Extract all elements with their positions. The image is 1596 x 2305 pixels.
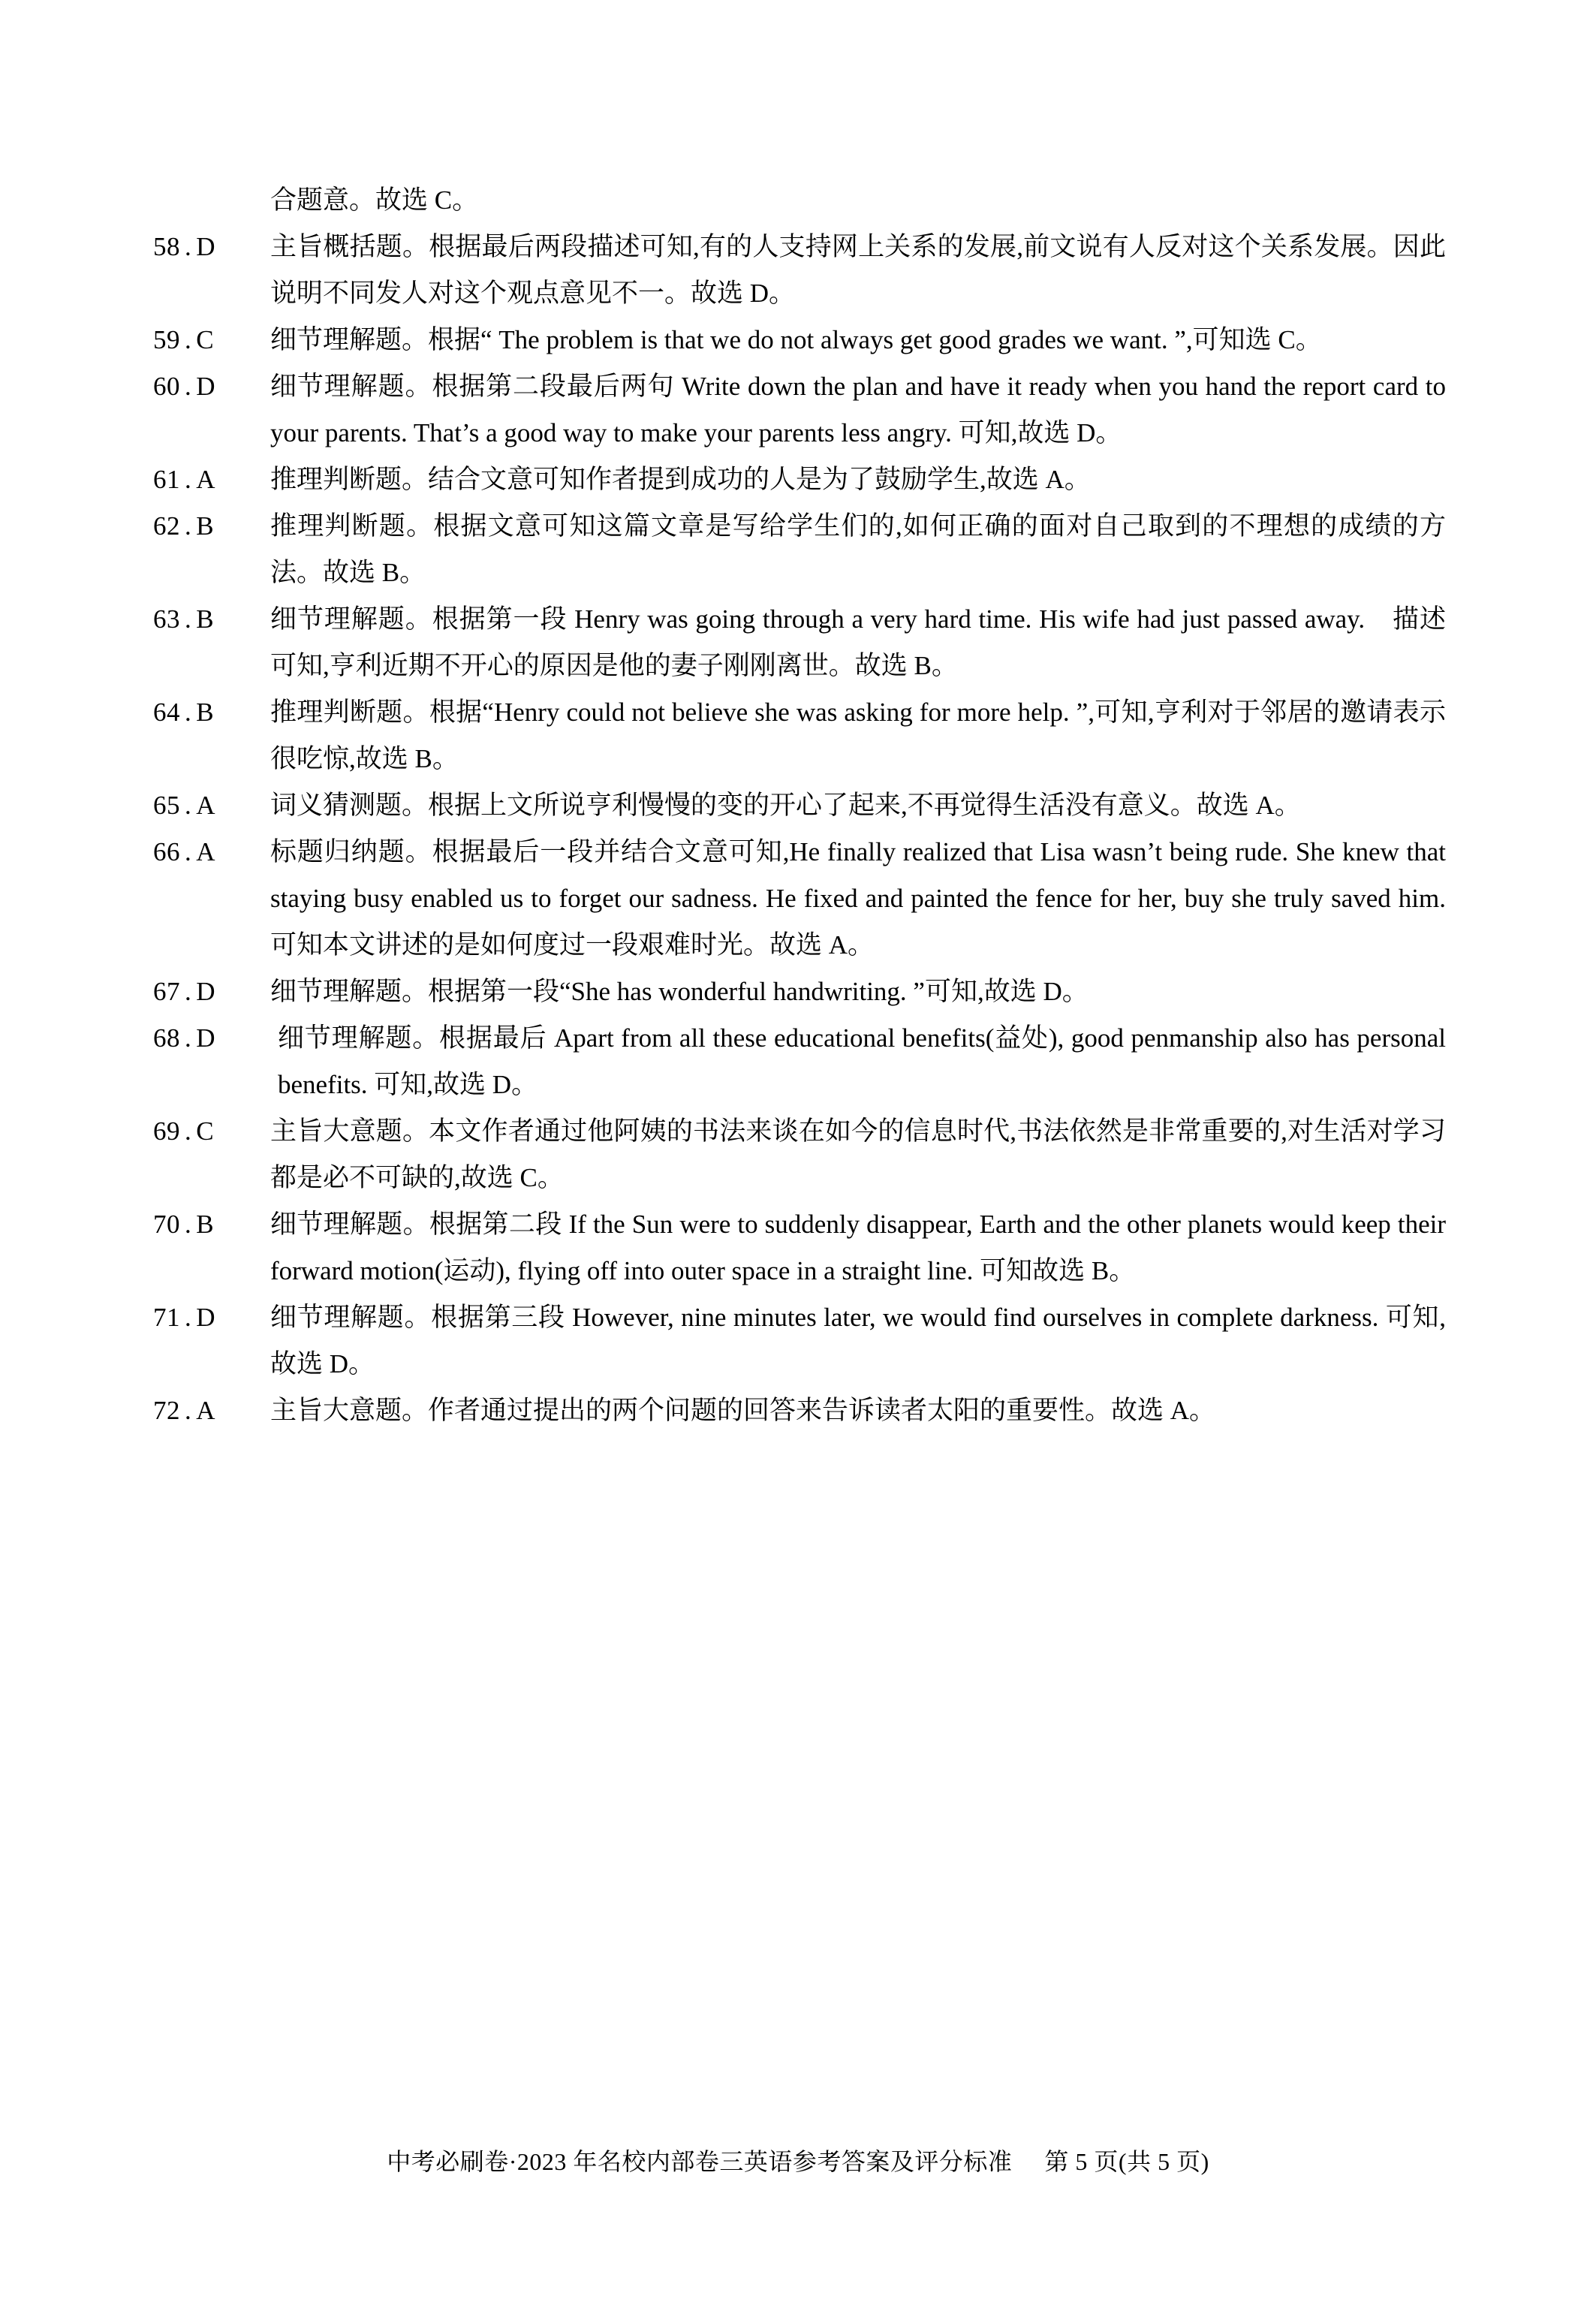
answer-explanation: 细节理解题。根据第三段 However, nine minutes later, we would find ourselves in complete darkness. 可知,故选 D。 (270, 1303, 1446, 1378)
answer-choice: A (196, 1396, 216, 1425)
answer-number-cell (150, 596, 270, 643)
answer-choice: D (196, 1023, 216, 1053)
answer-number-cell (150, 1015, 270, 1062)
answer-number-cell (150, 829, 270, 875)
answer-number-cell (150, 363, 270, 410)
footer-page-number: 第 5 页(共 5 页) (1044, 2148, 1209, 2175)
answer-explanation: 推理判断题。结合文意可知作者提到成功的人是为了鼓励学生,故选 A。 (270, 465, 1091, 494)
answer-row (150, 317, 1446, 363)
answer-number-cell (150, 224, 270, 270)
answer-number-cell (150, 689, 270, 736)
question-number-separator: . (185, 325, 192, 354)
question-number: 59 (153, 325, 180, 354)
question-number: 68 (153, 1023, 180, 1053)
question-number: 61 (153, 465, 180, 494)
question-number: 66 (153, 837, 180, 866)
answer-number-cell (150, 969, 270, 1015)
question-number-separator: . (185, 604, 192, 634)
question-number: 72 (153, 1396, 180, 1425)
question-number: 62 (153, 511, 180, 541)
answer-choice: B (196, 1210, 215, 1239)
answer-explanation: 主旨大意题。作者通过提出的两个问题的回答来告诉读者太阳的重要性。故选 A。 (270, 1396, 1216, 1425)
answer-choice: D (196, 232, 216, 261)
answer-choice: B (196, 604, 215, 634)
answer-explanation: 细节理解题。根据第二段最后两句 Write down the plan and have it ready when you hand the report card to your parents. That’s a good way to make your parents less angry. 可知,故选 D。 (270, 372, 1446, 447)
answer-choice: C (196, 325, 215, 354)
answer-choice: A (196, 465, 216, 494)
question-number-separator: . (185, 1210, 192, 1239)
answer-number-cell (150, 1388, 270, 1434)
answer-explanation: 细节理解题。根据“ The problem is that we do not always get good grades we want. ”,可知选 C。 (270, 325, 1322, 354)
continuation-line: 合题意。故选 C。 (270, 185, 479, 215)
answers-container (150, 224, 1446, 1434)
answer-number-cell (150, 503, 270, 550)
answer-explanation: 词义猜测题。根据上文所说亨利慢慢的变的开心了起来,不再觉得生活没有意义。故选 A。 (270, 791, 1301, 820)
answer-choice: C (196, 1116, 215, 1146)
answer-explanation: 细节理解题。根据最后 Apart from all these educational benefits(益处), good penmanship also has personal benefits. 可知,故选 D。 (278, 1023, 1446, 1099)
answer-row (150, 1108, 1446, 1201)
answer-number-cell (150, 1108, 270, 1155)
answer-choice: A (196, 837, 216, 866)
answer-explanation: 细节理解题。根据第二段 If the Sun were to suddenly disappear, Earth and the other planets would keep their forward motion(运动), flying off into outer space in a straight line. 可知故选 B。 (270, 1210, 1446, 1285)
question-number-separator: . (185, 1396, 192, 1425)
question-number: 71 (153, 1303, 180, 1332)
answer-choice: D (196, 372, 216, 401)
answer-explanation: 细节理解题。根据第一段“She has wonderful handwriting. ”可知,故选 D。 (270, 977, 1089, 1006)
answer-choice: B (196, 511, 215, 541)
answer-number-cell (150, 456, 270, 503)
answer-explanation: 主旨概括题。根据最后两段描述可知,有的人支持网上关系的发展,前文说有人反对这个关系发展。因此说明不同发人对这个观点意见不一。故选 D。 (270, 232, 1446, 308)
answer-key-list (150, 177, 1446, 1434)
answer-number-cell (150, 1294, 270, 1341)
answer-choice: B (196, 698, 215, 727)
question-number-separator: . (185, 511, 192, 541)
question-number: 69 (153, 1116, 180, 1146)
question-number-separator: . (185, 465, 192, 494)
question-number: 58 (153, 232, 180, 261)
answer-row (150, 1294, 1446, 1388)
answer-row (150, 596, 1446, 689)
answer-explanation: 标题归纳题。根据最后一段并结合文意可知,He finally realized that Lisa wasn’t being rude. She knew that staying busy enabled us to forget our sadness. He fixed and painted the fence for her, buy she truly saved him. 可知本文讲述的是如何度过一段艰难时光。故选 A。 (270, 837, 1446, 960)
answer-row (150, 689, 1446, 782)
question-number-separator: . (185, 232, 192, 261)
answer-explanation: 推理判断题。根据文意可知这篇文章是写给学生们的,如何正确的面对自己取到的不理想的成绩的方法。故选 B。 (270, 511, 1446, 587)
question-number-separator: . (185, 977, 192, 1006)
answer-row (150, 363, 1446, 456)
question-number: 63 (153, 604, 180, 634)
answer-row (150, 224, 1446, 317)
question-number-separator: . (185, 837, 192, 866)
question-number-separator: . (185, 791, 192, 820)
answer-row (150, 1015, 1446, 1108)
answer-row (150, 456, 1446, 503)
question-number: 70 (153, 1210, 180, 1239)
question-number-separator: . (185, 1023, 192, 1053)
answer-number-cell (150, 782, 270, 829)
answer-row (150, 829, 1446, 969)
question-number-separator: . (185, 698, 192, 727)
answer-row (150, 503, 1446, 596)
answer-explanation: 细节理解题。根据第一段 Henry was going through a very hard time. His wife had just passed away. 描述可知,亨利近期不开心的原因是他的妻子刚刚离世。故选 B。 (270, 604, 1446, 680)
answer-choice: A (196, 791, 216, 820)
question-number: 65 (153, 791, 180, 820)
page-footer (0, 2144, 1596, 2180)
question-number: 64 (153, 698, 180, 727)
question-number-separator: . (185, 1303, 192, 1332)
answer-row (150, 1201, 1446, 1294)
answer-row (150, 969, 1446, 1015)
answer-number-cell (150, 1201, 270, 1248)
answer-number-cell (150, 317, 270, 363)
answer-choice: D (196, 977, 216, 1006)
question-number-separator: . (185, 372, 192, 401)
answer-row (150, 1388, 1446, 1434)
answer-choice: D (196, 1303, 216, 1332)
answer-explanation: 主旨大意题。本文作者通过他阿姨的书法来谈在如今的信息时代,书法依然是非常重要的,对生活对学习都是必不可缺的,故选 C。 (270, 1116, 1446, 1192)
answer-row (150, 782, 1446, 829)
question-number: 60 (153, 372, 180, 401)
answer-explanation: 推理判断题。根据“Henry could not believe she was asking for more help. ”,可知,亨利对于邻居的邀请表示很吃惊,故选 B。 (270, 698, 1446, 773)
question-number: 67 (153, 977, 180, 1006)
question-number-separator: . (185, 1116, 192, 1146)
footer-title: 中考必刷卷·2023 年名校内部卷三英语参考答案及评分标准 (387, 2148, 1013, 2175)
